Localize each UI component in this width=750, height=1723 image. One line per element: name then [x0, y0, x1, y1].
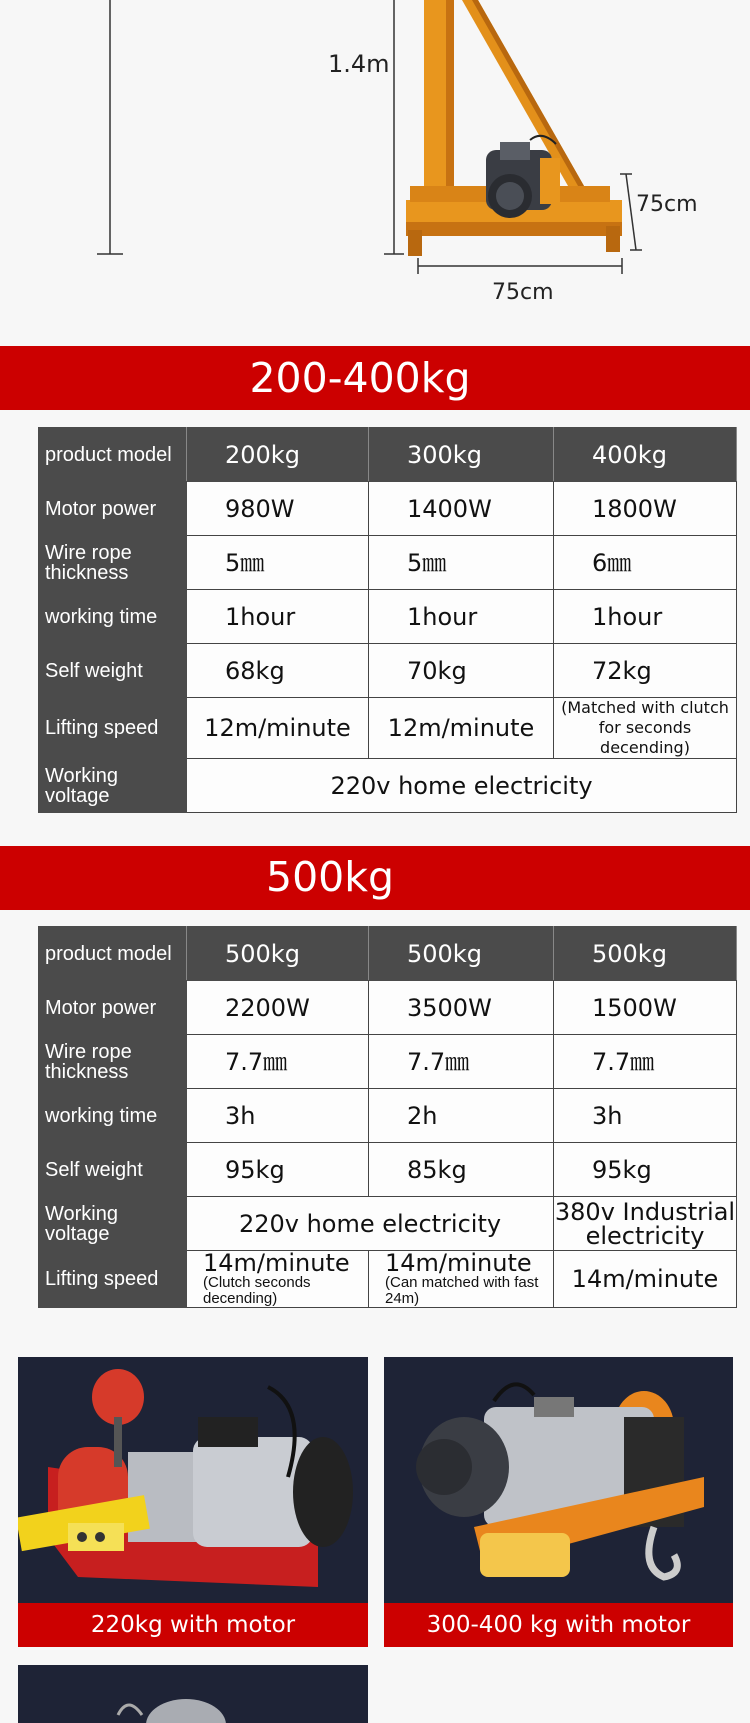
table-cell: 72kg — [554, 644, 737, 698]
header-cell: 200kg — [187, 428, 369, 482]
table-cell: 1500W — [554, 981, 737, 1035]
header-cell: 500kg — [554, 927, 737, 981]
lifting-speed-value: 14m/minute — [203, 1249, 350, 1277]
table-cell: 1hour — [554, 590, 737, 644]
spec-table-500kg — [38, 926, 737, 1308]
lifting-speed-note: (Can matched with fast 24m) — [385, 1274, 539, 1307]
table-header-row — [39, 927, 737, 981]
table-cell: 3500W — [369, 981, 554, 1035]
table-cell: 7.7㎜ — [369, 1035, 554, 1089]
table-cell: 68kg — [187, 644, 369, 698]
row-label: Working voltage — [39, 1197, 187, 1251]
table-cell: 3h — [187, 1089, 369, 1143]
banner-title: 200-400kg — [249, 354, 471, 402]
table-row — [39, 1197, 737, 1251]
table-cell: 2h — [369, 1089, 554, 1143]
table-row — [39, 1251, 737, 1308]
hoist-orange-image — [384, 1357, 733, 1603]
table-cell: 220v home electricity — [187, 1197, 554, 1251]
table-cell: 5㎜ — [369, 536, 554, 590]
table-cell — [369, 1251, 554, 1308]
row-label: working time — [39, 590, 187, 644]
table-row — [39, 536, 737, 590]
table-cell: 220v home electricity — [187, 759, 737, 813]
lifting-speed-value: 14m/minute — [385, 1249, 532, 1277]
row-label: Self weight — [39, 644, 187, 698]
table-row — [39, 1089, 737, 1143]
banner-title: 500kg — [265, 853, 395, 901]
row-label: Lifting speed — [39, 1251, 187, 1308]
table-row — [39, 981, 737, 1035]
table-cell: 7.7㎜ — [187, 1035, 369, 1089]
table-cell: 7.7㎜ — [554, 1035, 737, 1089]
table-row — [39, 698, 737, 759]
table-cell: 1hour — [369, 590, 554, 644]
product-caption: 220kg with motor — [18, 1603, 368, 1647]
table-cell: 14m/minute — [554, 1251, 737, 1308]
product-caption: 300-400 kg with motor — [384, 1603, 733, 1647]
table-cell: 12m/minute — [369, 698, 554, 759]
table-row — [39, 1143, 737, 1197]
base-dimension-label: 75cm — [492, 280, 554, 305]
row-label: Wire rope thickness — [39, 1035, 187, 1089]
table-cell: 70kg — [369, 644, 554, 698]
row-label: Self weight — [39, 1143, 187, 1197]
crane-dimension-diagram — [0, 0, 750, 345]
section-banner-500kg — [0, 846, 750, 910]
row-label: Motor power — [39, 981, 187, 1035]
spec-table-200-400kg — [38, 427, 737, 813]
table-cell: 5㎜ — [187, 536, 369, 590]
table-cell: 12m/minute — [187, 698, 369, 759]
table-row — [39, 759, 737, 813]
header-label: product model — [39, 428, 187, 482]
row-label: Lifting speed — [39, 698, 187, 759]
product-card-300-400kg — [384, 1357, 733, 1647]
table-header-row — [39, 428, 737, 482]
table-cell — [187, 1251, 369, 1308]
table-cell: 95kg — [187, 1143, 369, 1197]
side-dimension-label: 75cm — [636, 192, 698, 217]
table-cell: 95kg — [554, 1143, 737, 1197]
product-card-220kg — [18, 1357, 368, 1647]
hoist-image-partial — [18, 1665, 368, 1723]
table-row — [39, 590, 737, 644]
table-row — [39, 1035, 737, 1089]
header-label: product model — [39, 927, 187, 981]
table-row — [39, 482, 737, 536]
table-cell: 3h — [554, 1089, 737, 1143]
height-dimension-label: 1.4m — [328, 50, 390, 78]
table-cell: 380v Industrial electricity — [554, 1197, 736, 1250]
table-cell: (Matched with clutch for seconds decending) — [554, 698, 737, 759]
table-cell: 980W — [187, 482, 369, 536]
header-cell: 300kg — [369, 428, 554, 482]
table-cell: 2200W — [187, 981, 369, 1035]
header-cell: 400kg — [554, 428, 737, 482]
row-label: Motor power — [39, 482, 187, 536]
table-row — [39, 644, 737, 698]
section-banner-200-400kg — [0, 346, 750, 410]
table-cell: 1400W — [369, 482, 554, 536]
table-cell: 6㎜ — [554, 536, 737, 590]
table-cell: 1800W — [554, 482, 737, 536]
table-cell: 1hour — [187, 590, 369, 644]
product-card-partial — [18, 1665, 368, 1723]
row-label: Working voltage — [39, 759, 187, 813]
header-cell: 500kg — [369, 927, 554, 981]
lifting-speed-note: (Clutch seconds decending) — [203, 1274, 311, 1307]
row-label: Wire rope thickness — [39, 536, 187, 590]
table-cell: 85kg — [369, 1143, 554, 1197]
hoist-red-image — [18, 1357, 368, 1603]
header-cell: 500kg — [187, 927, 369, 981]
row-label: working time — [39, 1089, 187, 1143]
